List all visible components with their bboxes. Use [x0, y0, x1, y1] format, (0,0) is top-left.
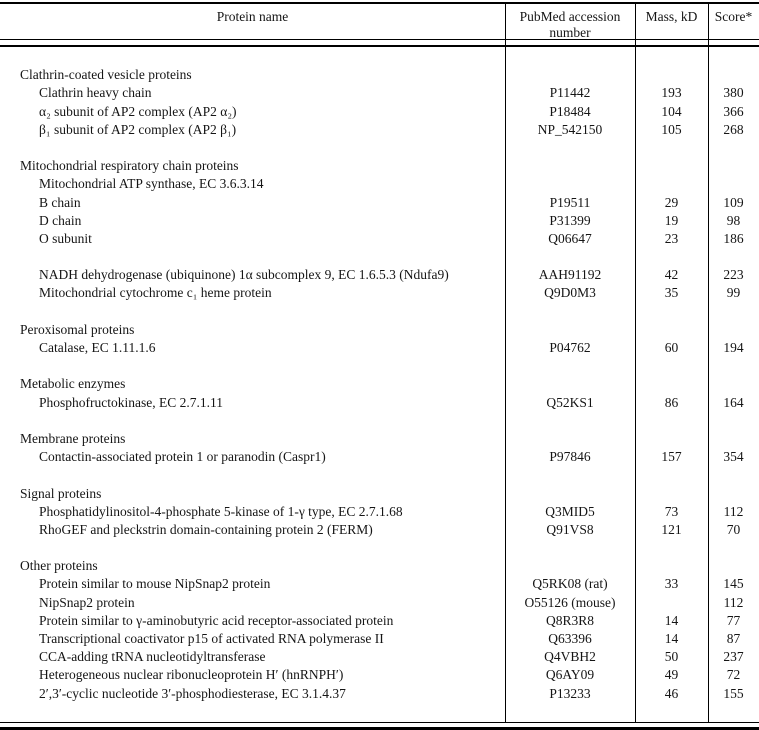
- mass-cell: [635, 430, 708, 448]
- mass-cell: 42: [664, 267, 679, 283]
- table-row: [0, 539, 759, 557]
- accession-cell: P18484: [549, 103, 591, 119]
- table-row: [0, 121, 759, 139]
- column-header-protein-name: Protein name: [216, 9, 289, 24]
- header-bottom-thick-rule: [0, 45, 759, 47]
- accession-cell: [505, 175, 635, 193]
- table-row: [0, 503, 759, 521]
- mass-cell: 33: [664, 576, 679, 592]
- column-header-accession: PubMed accession number: [519, 9, 621, 40]
- mass-cell: 23: [664, 230, 679, 246]
- table-row: [0, 575, 759, 593]
- protein-name-cell: CCA-adding tRNA nucleotidyltransferase: [39, 649, 266, 665]
- accession-cell: NP_542150: [537, 121, 603, 137]
- score-cell: 164: [723, 394, 744, 410]
- table-row: [0, 139, 759, 157]
- table-body: [0, 48, 759, 721]
- mass-cell: 193: [661, 85, 682, 101]
- protein-name-cell: Contactin-associated protein 1 or paranodin (Caspr1): [39, 449, 326, 465]
- mass-cell: 104: [661, 103, 682, 119]
- accession-cell: Q06647: [548, 230, 592, 246]
- table-row: [0, 375, 759, 393]
- score-cell: 223: [723, 267, 744, 283]
- protein-name-cell: Catalase, EC 1.11.1.6: [39, 340, 156, 355]
- mass-cell: [635, 175, 708, 193]
- table-row: [0, 466, 759, 484]
- accession-cell: [505, 66, 635, 84]
- protein-name-cell: D chain: [39, 212, 82, 228]
- table-bottom-thin-rule: [0, 722, 759, 723]
- table-row: [0, 485, 759, 503]
- score-cell: 194: [723, 340, 744, 355]
- protein-name-cell: NipSnap2 protein: [39, 594, 135, 610]
- table-row: [0, 412, 759, 430]
- accession-cell: [505, 157, 635, 175]
- table-row: [0, 248, 759, 266]
- score-cell: [708, 557, 759, 575]
- accession-cell: Q63396: [548, 631, 592, 646]
- score-cell: 98: [726, 212, 741, 228]
- score-cell: 87: [726, 631, 741, 646]
- score-cell: 186: [723, 230, 744, 246]
- table-row: [0, 521, 759, 539]
- score-cell: [708, 539, 759, 557]
- protein-name-cell: Clathrin heavy chain: [39, 85, 152, 101]
- table-bottom-thick-rule: [0, 727, 759, 730]
- mass-cell: [635, 539, 708, 557]
- table-row: [0, 394, 759, 412]
- table-row: [0, 284, 759, 302]
- table-row: [0, 157, 759, 175]
- mass-cell: [635, 139, 708, 157]
- mass-cell: [635, 321, 708, 339]
- table-row: [0, 685, 759, 703]
- accession-cell: Q52KS1: [546, 394, 594, 410]
- score-cell: 99: [726, 285, 741, 301]
- table-row: [0, 266, 759, 284]
- protein-name-cell: O subunit: [39, 230, 92, 246]
- table-row: [0, 194, 759, 212]
- protein-name-cell: [0, 539, 505, 557]
- mass-cell: 46: [664, 685, 679, 701]
- score-cell: 112: [723, 594, 744, 610]
- score-cell: [708, 321, 759, 339]
- score-cell: 155: [723, 685, 744, 701]
- protein-name-cell: [0, 466, 505, 484]
- accession-cell: [505, 557, 635, 575]
- accession-cell: [505, 539, 635, 557]
- accession-cell: Q3MID5: [545, 503, 595, 519]
- score-cell: [708, 139, 759, 157]
- score-cell: [708, 375, 759, 393]
- mass-cell: [635, 48, 708, 66]
- table-row: [0, 448, 759, 466]
- score-cell: [708, 157, 759, 175]
- mass-cell: [635, 357, 708, 375]
- accession-cell: P97846: [549, 449, 591, 465]
- score-cell: [708, 248, 759, 266]
- accession-cell: P13233: [549, 685, 591, 701]
- protein-name-cell: [0, 303, 505, 321]
- accession-cell: [505, 303, 635, 321]
- protein-name-cell: [0, 412, 505, 430]
- score-cell: 112: [723, 503, 744, 519]
- table-row: [0, 357, 759, 375]
- accession-cell: Q9D0M3: [544, 285, 596, 301]
- score-cell: 366: [723, 103, 744, 119]
- score-cell: [708, 430, 759, 448]
- table-row: [0, 48, 759, 66]
- table-row: [0, 103, 759, 121]
- protein-name-cell: α₂ subunit of AP2 complex (AP2 α₂): [39, 103, 237, 119]
- score-cell: 70: [726, 521, 741, 537]
- accession-cell: AAH91192: [538, 267, 602, 283]
- accession-cell: [505, 321, 635, 339]
- mass-cell: [635, 66, 708, 84]
- protein-name-cell: Phosphofructokinase, EC 2.7.1.11: [39, 394, 223, 410]
- protein-name-cell: [0, 357, 505, 375]
- score-cell: [708, 303, 759, 321]
- protein-name-cell: [0, 139, 505, 157]
- accession-cell: Q4VBH2: [544, 649, 596, 665]
- protein-name-cell: Phosphatidylinositol-4-phosphate 5-kinase of 1-γ type, EC 2.7.1.68: [39, 503, 403, 519]
- protein-name-cell: Clathrin-coated vesicle proteins: [20, 67, 192, 83]
- column-header-mass: Mass, kD: [645, 9, 698, 24]
- table-row: [0, 557, 759, 575]
- table-row: [0, 230, 759, 248]
- protein-name-cell: Membrane proteins: [20, 430, 126, 446]
- score-cell: [708, 175, 759, 193]
- table-row: [0, 339, 759, 357]
- mass-cell: 60: [664, 340, 679, 355]
- score-cell: [708, 703, 759, 721]
- score-cell: [708, 485, 759, 503]
- table-row: [0, 612, 759, 630]
- protein-name-cell: Signal proteins: [20, 485, 102, 501]
- protein-name-cell: Protein similar to γ-aminobutyric acid receptor-associated protein: [39, 612, 394, 628]
- score-cell: [708, 357, 759, 375]
- accession-cell: [505, 412, 635, 430]
- mass-cell: 35: [664, 285, 679, 301]
- score-cell: [708, 466, 759, 484]
- protein-name-cell: Transcriptional coactivator p15 of activated RNA polymerase II: [39, 631, 384, 646]
- mass-cell: 157: [661, 449, 682, 465]
- table-row: [0, 321, 759, 339]
- table-row: [0, 303, 759, 321]
- accession-cell: O55126 (mouse): [524, 594, 616, 610]
- table-row: [0, 703, 759, 721]
- mass-cell: [635, 485, 708, 503]
- mass-cell: 86: [664, 394, 679, 410]
- mass-cell: [635, 703, 708, 721]
- table-row: [0, 66, 759, 84]
- table-row: [0, 594, 759, 612]
- table-row: [0, 648, 759, 666]
- mass-cell: 121: [661, 521, 682, 537]
- score-cell: [708, 48, 759, 66]
- mass-cell: [635, 248, 708, 266]
- protein-name-cell: Heterogeneous nuclear ribonucleoprotein H′ (hnRNPH′): [39, 667, 344, 683]
- accession-cell: [505, 466, 635, 484]
- mass-cell: [635, 303, 708, 321]
- table-row: [0, 212, 759, 230]
- protein-name-cell: Metabolic enzymes: [20, 376, 126, 392]
- protein-name-cell: [0, 703, 505, 721]
- protein-name-cell: [0, 248, 505, 266]
- accession-cell: P31399: [549, 212, 591, 228]
- mass-cell: [635, 157, 708, 175]
- accession-cell: P11442: [549, 85, 591, 101]
- protein-name-cell: β₁ subunit of AP2 complex (AP2 β₁): [39, 121, 237, 137]
- accession-cell: [505, 430, 635, 448]
- accession-cell: [505, 703, 635, 721]
- accession-cell: P19511: [549, 194, 591, 210]
- score-cell: 72: [726, 667, 741, 683]
- accession-cell: [505, 139, 635, 157]
- score-cell: 380: [723, 85, 744, 101]
- accession-cell: [505, 375, 635, 393]
- score-cell: 354: [723, 449, 744, 465]
- score-cell: 145: [723, 576, 744, 592]
- protein-name-cell: Mitochondrial cytochrome c₁ heme protein: [39, 285, 272, 301]
- score-cell: 109: [723, 194, 744, 210]
- mass-cell: [635, 557, 708, 575]
- accession-cell: P04762: [549, 340, 591, 355]
- protein-name-cell: RhoGEF and pleckstrin domain-containing protein 2 (FERM): [39, 521, 373, 537]
- protein-name-cell: Peroxisomal proteins: [20, 321, 135, 337]
- protein-name-cell: 2′,3′-cyclic nucleotide 3′-phosphodiesterase, EC 3.1.4.37: [39, 685, 346, 701]
- accession-cell: [505, 485, 635, 503]
- accession-cell: Q91VS8: [546, 521, 594, 537]
- table-row: [0, 666, 759, 684]
- accession-cell: [505, 248, 635, 266]
- protein-name-cell: B chain: [39, 194, 81, 210]
- accession-cell: [505, 357, 635, 375]
- protein-name-cell: Mitochondrial respiratory chain proteins: [20, 158, 239, 174]
- score-cell: 77: [726, 612, 741, 628]
- mass-cell: 49: [664, 667, 679, 683]
- protein-name-cell: Other proteins: [20, 558, 98, 574]
- table-row: [0, 430, 759, 448]
- protein-name-cell: Mitochondrial ATP synthase, EC 3.6.3.14: [39, 176, 264, 192]
- accession-cell: Q6AY09: [545, 667, 595, 683]
- mass-cell: 29: [664, 194, 679, 210]
- mass-cell: 14: [664, 631, 679, 646]
- score-cell: [708, 66, 759, 84]
- accession-cell: Q5RK08 (rat): [532, 576, 608, 592]
- protein-name-cell: NADH dehydrogenase (ubiquinone) 1α subcomplex 9, EC 1.6.5.3 (Ndufa9): [39, 267, 449, 283]
- accession-cell: Q8R3R8: [545, 612, 594, 628]
- table-row: [0, 84, 759, 102]
- protein-name-cell: [0, 48, 505, 66]
- mass-cell: 19: [664, 212, 679, 228]
- mass-cell: [635, 466, 708, 484]
- table-row: [0, 630, 759, 648]
- mass-cell: 73: [664, 503, 679, 519]
- column-header-score: Score*: [714, 9, 753, 24]
- mass-cell: 14: [664, 612, 679, 628]
- mass-cell: 50: [664, 649, 679, 665]
- score-cell: 268: [723, 121, 744, 137]
- protein-name-cell: Protein similar to mouse NipSnap2 protein: [39, 576, 271, 592]
- mass-cell: [635, 594, 708, 612]
- mass-cell: [635, 375, 708, 393]
- mass-cell: [635, 412, 708, 430]
- score-cell: 237: [723, 649, 744, 665]
- table-header: [0, 4, 759, 39]
- accession-cell: [505, 48, 635, 66]
- mass-cell: 105: [661, 121, 682, 137]
- table-row: [0, 175, 759, 193]
- score-cell: [708, 412, 759, 430]
